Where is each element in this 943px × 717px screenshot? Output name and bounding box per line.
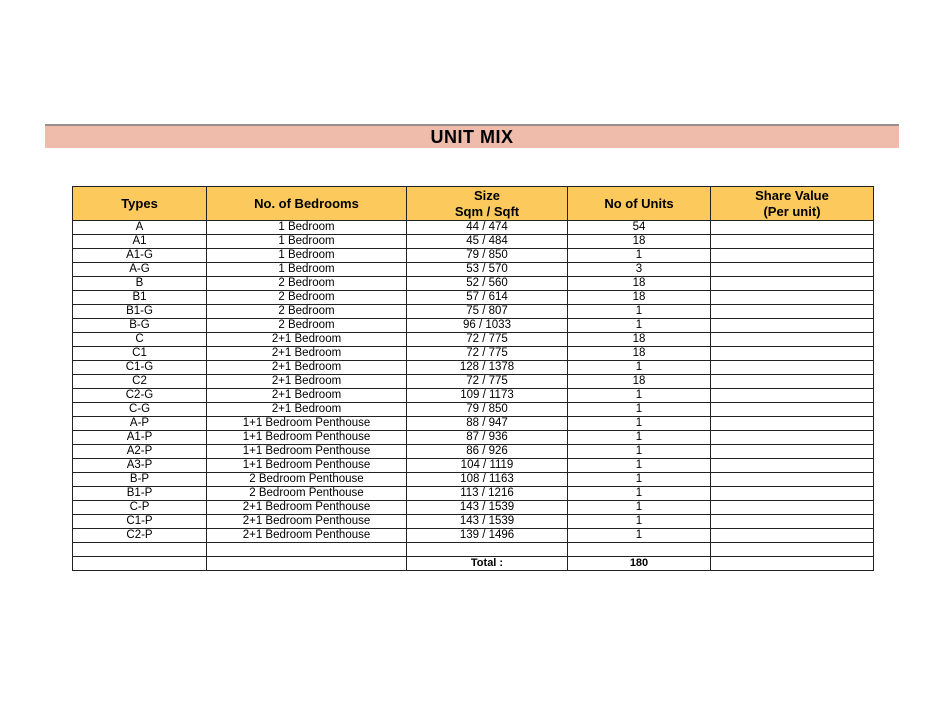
header-share-line2: (Per unit) — [763, 203, 821, 219]
total-row — [73, 557, 874, 571]
cell-type: C1 — [73, 347, 207, 361]
cell-share-value — [711, 277, 874, 291]
cell-type: C2 — [73, 375, 207, 389]
cell-bedrooms: 1 Bedroom — [207, 221, 407, 235]
table-body — [73, 221, 874, 543]
cell-units: 1 — [568, 389, 711, 403]
cell-size: 57 / 614 — [407, 291, 568, 305]
table-row — [73, 501, 874, 515]
cell-type: A-G — [73, 263, 207, 277]
cell-share-value — [711, 361, 874, 375]
cell-type: B1-G — [73, 305, 207, 319]
cell-bedrooms: 2+1 Bedroom — [207, 361, 407, 375]
cell-units: 3 — [568, 263, 711, 277]
cell-type: B1-P — [73, 487, 207, 501]
cell-type: A-P — [73, 417, 207, 431]
cell-type: A1-G — [73, 249, 207, 263]
total-units: 180 — [568, 557, 711, 571]
cell-bedrooms: 1 Bedroom — [207, 263, 407, 277]
cell-share-value — [711, 263, 874, 277]
blank-cell — [73, 543, 207, 557]
table-row — [73, 389, 874, 403]
cell-size: 44 / 474 — [407, 221, 568, 235]
table-row — [73, 361, 874, 375]
cell-share-value — [711, 319, 874, 333]
table-row — [73, 459, 874, 473]
cell-share-value — [711, 333, 874, 347]
header-size — [407, 187, 568, 221]
cell-units: 1 — [568, 417, 711, 431]
cell-units: 18 — [568, 235, 711, 249]
cell-units: 1 — [568, 515, 711, 529]
cell-share-value — [711, 417, 874, 431]
cell-units: 1 — [568, 403, 711, 417]
cell-type: C1-G — [73, 361, 207, 375]
cell-units: 18 — [568, 333, 711, 347]
cell-type: B — [73, 277, 207, 291]
blank-cell — [207, 543, 407, 557]
cell-type: C — [73, 333, 207, 347]
table-row — [73, 319, 874, 333]
cell-units: 1 — [568, 473, 711, 487]
cell-share-value — [711, 347, 874, 361]
table-row — [73, 375, 874, 389]
header-bedrooms: No. of Bedrooms — [207, 187, 407, 221]
cell-type: A1-P — [73, 431, 207, 445]
cell-share-value — [711, 487, 874, 501]
cell-units: 1 — [568, 305, 711, 319]
cell-size: 72 / 775 — [407, 333, 568, 347]
cell-bedrooms: 2+1 Bedroom — [207, 389, 407, 403]
cell-units: 1 — [568, 529, 711, 543]
cell-bedrooms: 1+1 Bedroom Penthouse — [207, 459, 407, 473]
cell-bedrooms: 1+1 Bedroom Penthouse — [207, 431, 407, 445]
cell-size: 108 / 1163 — [407, 473, 568, 487]
cell-size: 87 / 936 — [407, 431, 568, 445]
cell-bedrooms: 2+1 Bedroom — [207, 347, 407, 361]
cell-share-value — [711, 459, 874, 473]
cell-size: 86 / 926 — [407, 445, 568, 459]
cell-units: 18 — [568, 347, 711, 361]
cell-type: B-P — [73, 473, 207, 487]
cell-share-value — [711, 445, 874, 459]
cell-type: C-P — [73, 501, 207, 515]
cell-size: 88 / 947 — [407, 417, 568, 431]
cell-units: 1 — [568, 445, 711, 459]
cell-size: 109 / 1173 — [407, 389, 568, 403]
cell-units: 1 — [568, 319, 711, 333]
cell-units: 1 — [568, 459, 711, 473]
cell-units: 1 — [568, 361, 711, 375]
unit-mix-table — [72, 186, 874, 571]
page-title: UNIT MIX — [430, 127, 514, 147]
cell-bedrooms: 2+1 Bedroom Penthouse — [207, 501, 407, 515]
blank-cell — [568, 543, 711, 557]
cell-units: 18 — [568, 291, 711, 305]
table-row — [73, 347, 874, 361]
table-header-row — [73, 187, 874, 221]
cell-type: A — [73, 221, 207, 235]
cell-bedrooms: 2+1 Bedroom Penthouse — [207, 529, 407, 543]
cell-bedrooms: 2+1 Bedroom Penthouse — [207, 515, 407, 529]
cell-share-value — [711, 431, 874, 445]
cell-size: 45 / 484 — [407, 235, 568, 249]
cell-size: 53 / 570 — [407, 263, 568, 277]
cell-size: 52 / 560 — [407, 277, 568, 291]
table-row — [73, 235, 874, 249]
cell-size: 72 / 775 — [407, 375, 568, 389]
table-row — [73, 263, 874, 277]
cell-share-value — [711, 375, 874, 389]
cell-bedrooms: 1 Bedroom — [207, 235, 407, 249]
cell-size: 72 / 775 — [407, 347, 568, 361]
cell-share-value — [711, 249, 874, 263]
cell-type: C-G — [73, 403, 207, 417]
cell-size: 113 / 1216 — [407, 487, 568, 501]
header-share-line1: Share Value — [755, 187, 829, 203]
table-row — [73, 515, 874, 529]
cell-share-value — [711, 529, 874, 543]
cell-units: 18 — [568, 277, 711, 291]
cell-bedrooms: 1+1 Bedroom Penthouse — [207, 445, 407, 459]
cell-size: 75 / 807 — [407, 305, 568, 319]
total-empty-cell — [207, 557, 407, 571]
cell-type: B-G — [73, 319, 207, 333]
cell-type: C2-P — [73, 529, 207, 543]
cell-units: 18 — [568, 375, 711, 389]
table-row — [73, 249, 874, 263]
cell-type: C1-P — [73, 515, 207, 529]
header-units: No of Units — [568, 187, 711, 221]
table-row — [73, 417, 874, 431]
cell-bedrooms: 2 Bedroom — [207, 277, 407, 291]
cell-size: 104 / 1119 — [407, 459, 568, 473]
title-band — [45, 124, 899, 148]
cell-share-value — [711, 403, 874, 417]
cell-share-value — [711, 235, 874, 249]
table-row — [73, 431, 874, 445]
cell-units: 54 — [568, 221, 711, 235]
cell-bedrooms: 2 Bedroom Penthouse — [207, 473, 407, 487]
cell-bedrooms: 2+1 Bedroom — [207, 375, 407, 389]
blank-cell — [711, 543, 874, 557]
cell-size: 128 / 1378 — [407, 361, 568, 375]
header-size-line1: Size — [473, 187, 500, 203]
cell-size: 96 / 1033 — [407, 319, 568, 333]
total-empty-cell — [711, 557, 874, 571]
cell-bedrooms: 2 Bedroom — [207, 319, 407, 333]
cell-type: A2-P — [73, 445, 207, 459]
cell-bedrooms: 2 Bedroom Penthouse — [207, 487, 407, 501]
table-row — [73, 473, 874, 487]
cell-share-value — [711, 221, 874, 235]
header-share-value — [711, 187, 874, 221]
cell-bedrooms: 2 Bedroom — [207, 291, 407, 305]
cell-share-value — [711, 473, 874, 487]
cell-size: 79 / 850 — [407, 249, 568, 263]
cell-type: A1 — [73, 235, 207, 249]
cell-share-value — [711, 291, 874, 305]
blank-row — [73, 543, 874, 557]
cell-size: 143 / 1539 — [407, 515, 568, 529]
table-row — [73, 333, 874, 347]
table-row — [73, 291, 874, 305]
cell-share-value — [711, 501, 874, 515]
cell-type: B1 — [73, 291, 207, 305]
header-size-line2: Sqm / Sqft — [454, 203, 520, 219]
table-row — [73, 487, 874, 501]
total-empty-cell — [73, 557, 207, 571]
cell-share-value — [711, 305, 874, 319]
cell-size: 79 / 850 — [407, 403, 568, 417]
table-row — [73, 221, 874, 235]
cell-size: 139 / 1496 — [407, 529, 568, 543]
table-row — [73, 445, 874, 459]
cell-type: A3-P — [73, 459, 207, 473]
cell-bedrooms: 2+1 Bedroom — [207, 333, 407, 347]
cell-units: 1 — [568, 249, 711, 263]
cell-bedrooms: 1+1 Bedroom Penthouse — [207, 417, 407, 431]
cell-units: 1 — [568, 487, 711, 501]
table-row — [73, 277, 874, 291]
cell-bedrooms: 2+1 Bedroom — [207, 403, 407, 417]
table-row — [73, 305, 874, 319]
cell-units: 1 — [568, 431, 711, 445]
total-label: Total : — [407, 557, 568, 571]
cell-share-value — [711, 389, 874, 403]
table-row — [73, 403, 874, 417]
cell-type: C2-G — [73, 389, 207, 403]
cell-bedrooms: 2 Bedroom — [207, 305, 407, 319]
cell-bedrooms: 1 Bedroom — [207, 249, 407, 263]
cell-share-value — [711, 515, 874, 529]
cell-units: 1 — [568, 501, 711, 515]
blank-cell — [407, 543, 568, 557]
cell-size: 143 / 1539 — [407, 501, 568, 515]
header-types: Types — [73, 187, 207, 221]
table-row — [73, 529, 874, 543]
